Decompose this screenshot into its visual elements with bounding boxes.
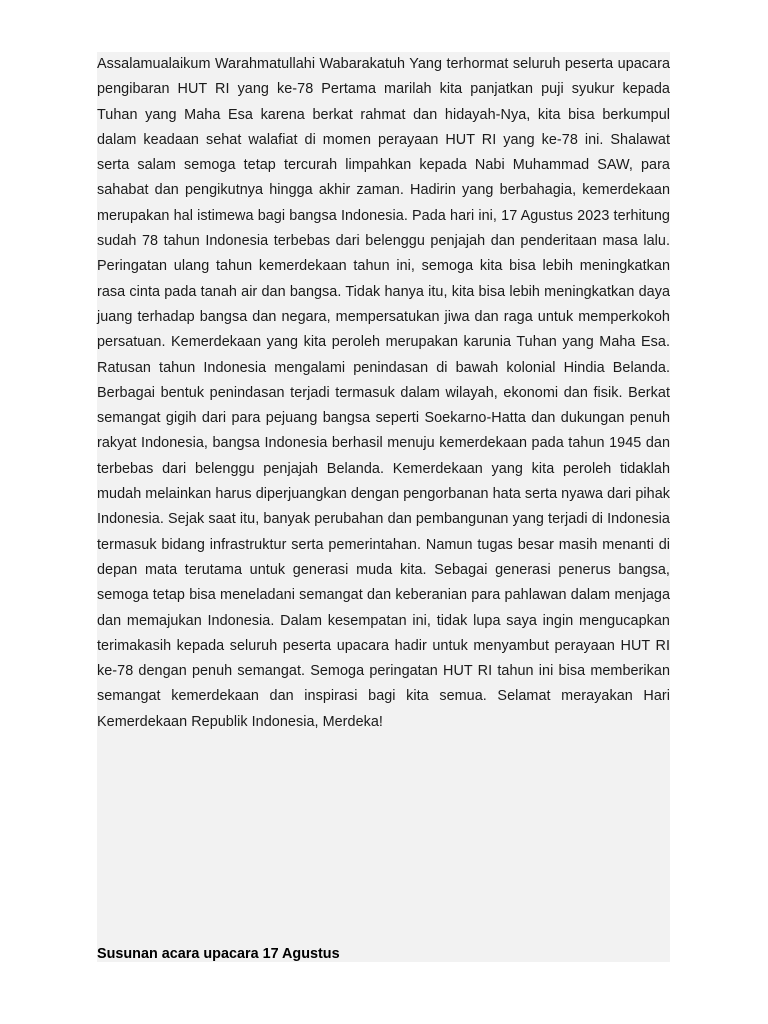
section-heading: Susunan acara upacara 17 Agustus <box>97 946 340 962</box>
speech-paragraph: Assalamualaikum Warahmatullahi Wabarakatuh Yang terhormat seluruh peserta upacara pengibaran HUT RI yang ke-78 Pertama marilah kita panjatkan puji syukur kepada Tuhan yang Maha Esa karena berkat rahmat dan hidayah-Nya, kita bisa berkumpul dalam keadaan sehat walafiat di momen perayaan HUT RI yang ke-78 ini. Shalawat serta salam semoga tetap tercurah limpahkan kepada Nabi Muhammad SAW, para sahabat dan pengikutnya hingga akhir zaman. Hadirin yang berbahagia, kemerdekaan merupakan hal istimewa bagi bangsa Indonesia. Pada hari ini, 17 Agustus 2023 terhitung sudah 78 tahun Indonesia terbebas dari belenggu penjajah dan penderitaan masa lalu. Peringatan ulang tahun kemerdekaan tahun ini, semoga kita bisa lebih meningkatkan rasa cinta pada tanah air dan bangsa. Tidak hanya itu, kita bisa lebih meningkatkan daya juang terhadap bangsa dan negara, mempersatukan jiwa dan raga untuk memperkokoh persatuan. Kemerdekaan yang kita peroleh merupakan karunia Tuhan yang Maha Esa. Ratusan tahun Indonesia mengalami penindasan di bawah kolonial Hindia Belanda. Berbagai bentuk penindasan terjadi termasuk dalam wilayah, ekonomi dan fisik. Berkat semangat gigih dari para pejuang bangsa seperti Soekarno-Hatta dan dukungan penuh rakyat Indonesia, bangsa Indonesia berhasil menuju kemerdekaan pada tahun 1945 dan terbebas dari belenggu penjajah Belanda. Kemerdekaan yang kita peroleh tidaklah mudah melainkan harus diperjuangkan dengan pengorbanan hata serta nyawa dari pihak Indonesia. Sejak saat itu, banyak perubahan dan pembangunan yang terjadi di Indonesia termasuk bidang infrastruktur serta pemerintahan. Namun tugas besar masih menanti di depan mata terutama untuk generasi muda kita. Sebagai generasi penerus bangsa, semoga tetap bisa meneladani semangat dan keberanian para pahlawan dalam menjaga dan memajukan Indonesia. Dalam kesempatan ini, tidak lupa saya ingin mengucapkan terimakasih kepada seluruh peserta upacara hadir untuk menyambut perayaan HUT RI ke-78 dengan penuh semangat. Semoga peringatan HUT RI tahun ini bisa memberikan semangat kemerdekaan dan inspirasi bagi kita semua. Selamat merayakan Hari Kemerdekaan Republik Indonesia, Merdeka! <box>97 56 670 730</box>
document-page <box>97 52 670 962</box>
